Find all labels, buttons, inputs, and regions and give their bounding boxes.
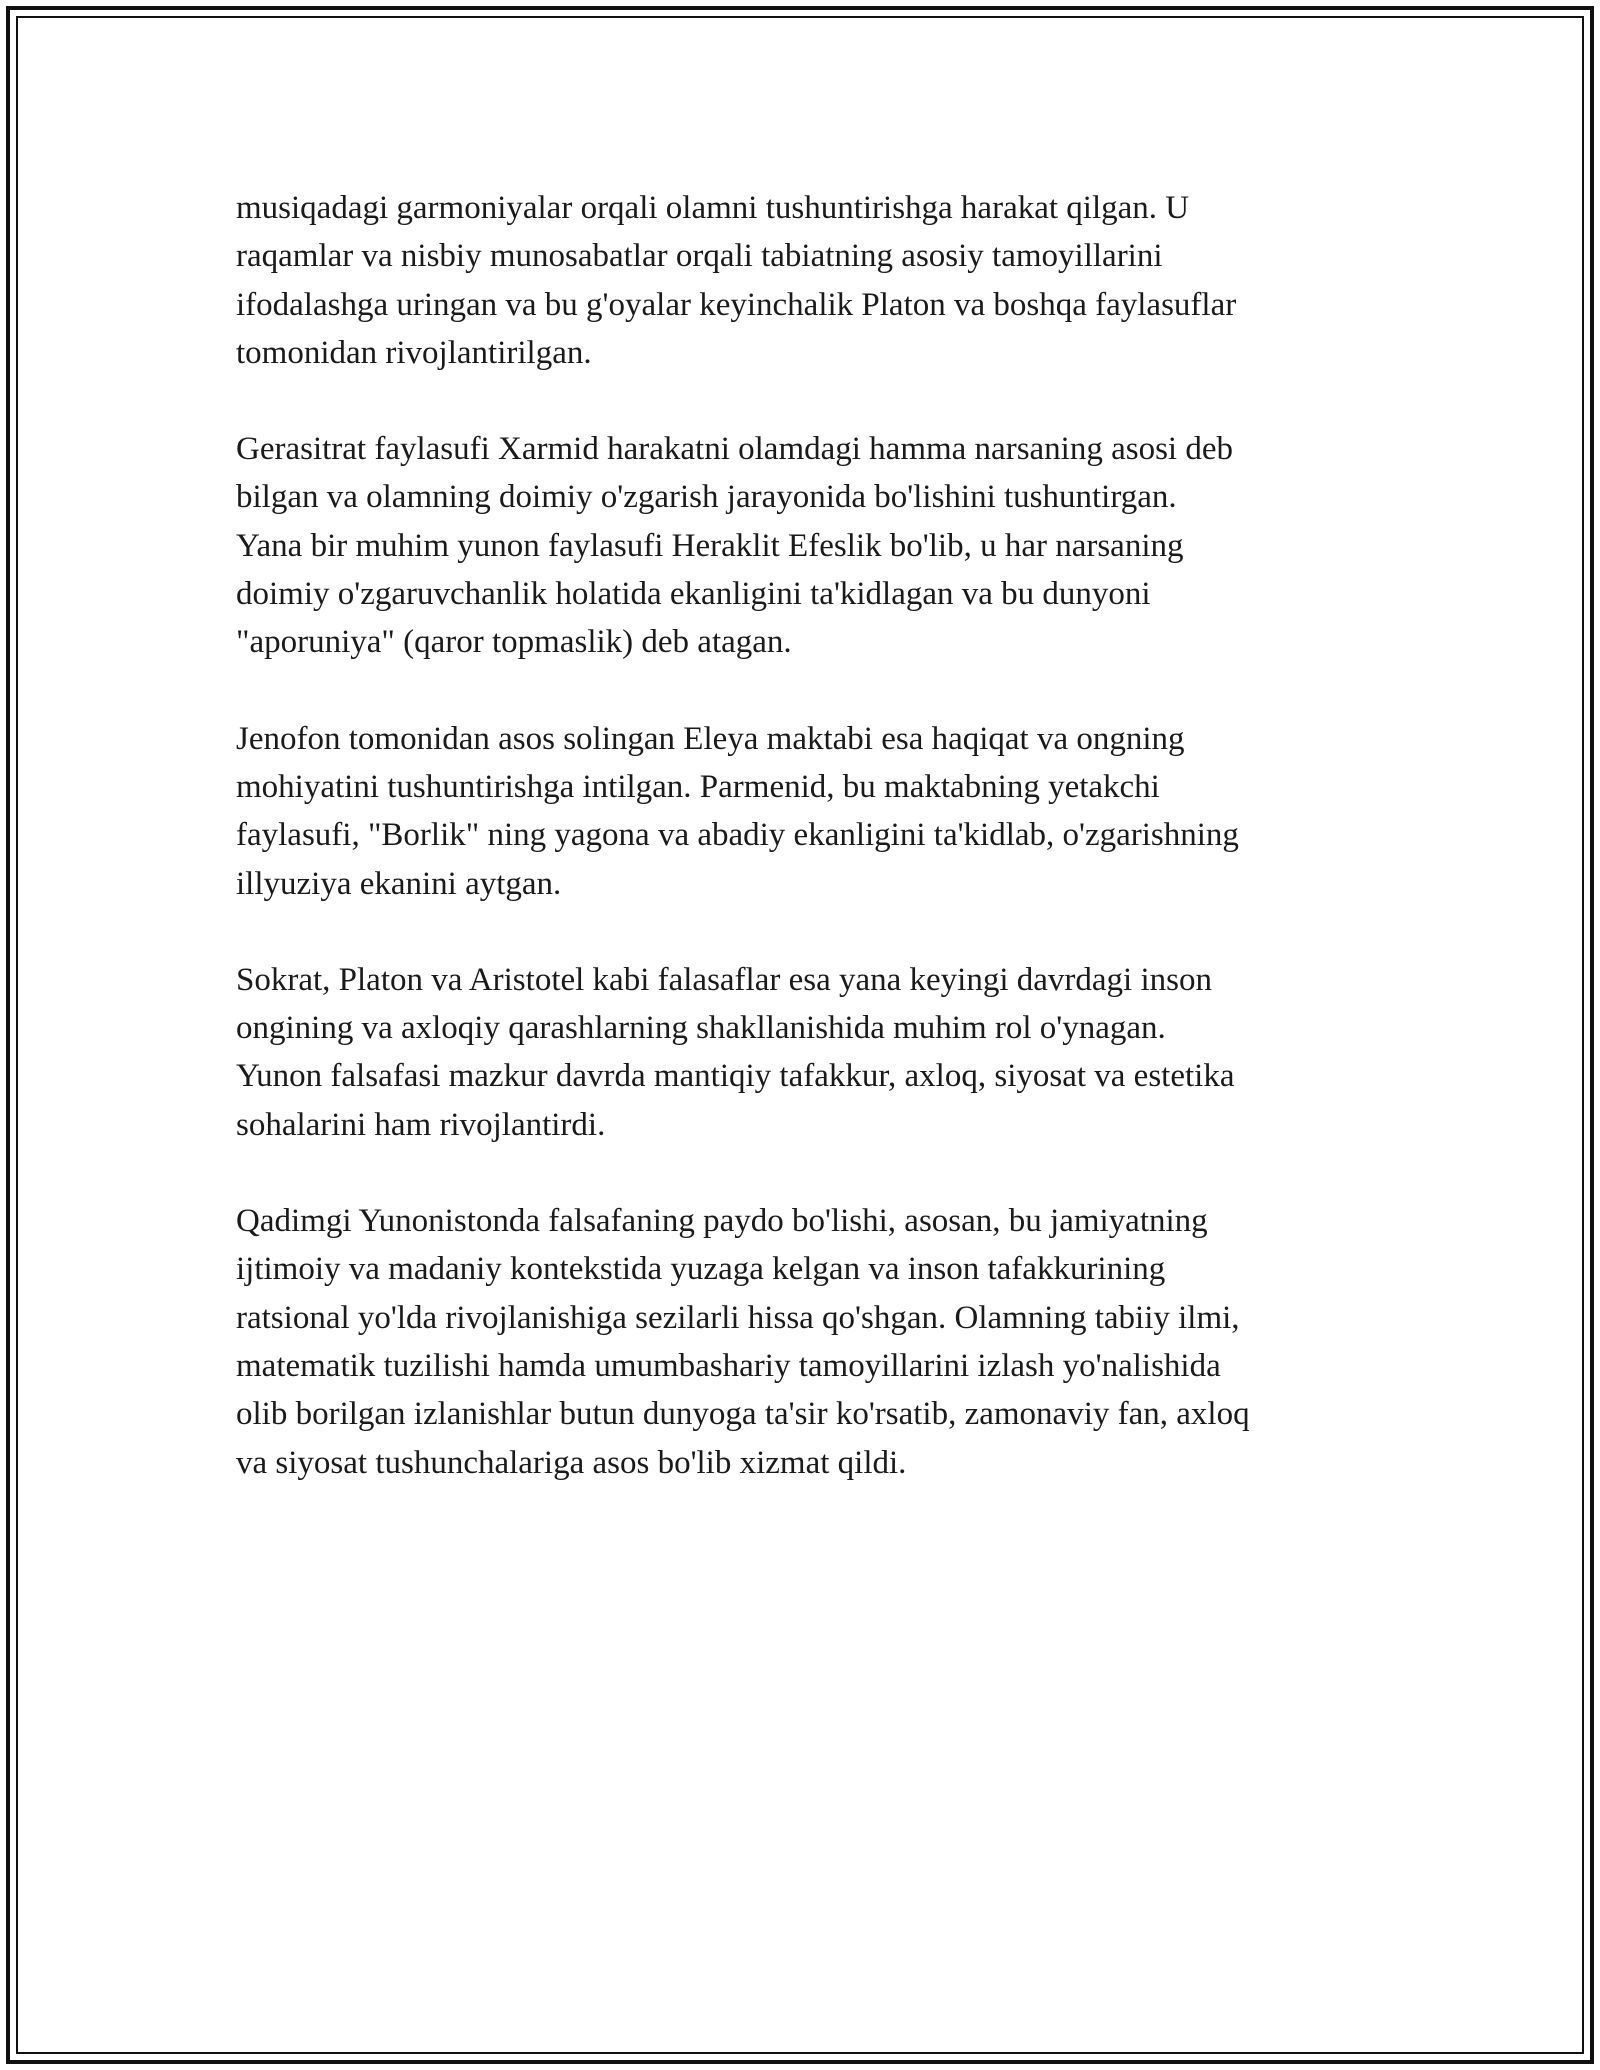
paragraph-1: musiqadagi garmoniyalar orqali olamni tushuntirishga harakat qilgan. U raqamlar va nisbiy munosabatlar orqali tabiatning asosiy tamoyillarini ifodalashga uringan va bu g'oyalar keyinchalik Platon va boshqa faylasuflar tomonidan rivojlantirilgan. [236, 190, 1237, 371]
paragraph-5: Qadimgi Yunonistonda falsafaning paydo bo'lishi, asosan, bu jamiyatning ijtimoiy va madaniy kontekstida yuzaga kelgan va inson tafakkurining ratsional yo'lda rivojlanishiga sezilarli hissa qo'shgan. Olamning tabiiy ilmi, matematik tuzilishi hamda umumbashariy tamoyillarini izlash yo'nalishida olib borilgan izlanishlar butun dunyoga ta'sir ko'rsatib, zamonaviy fan, axloq va siyosat tushunchalariga asos bo'lib xizmat qildi. [236, 1203, 1250, 1481]
document-body [236, 184, 1376, 1535]
paragraph-4: Sokrat, Platon va Aristotel kabi falasaflar esa yana keyingi davrdagi inson ongining va axloqiy qarashlarning shakllanishida muhim rol o'ynagan. Yunon falsafasi mazkur davrda mantiqiy tafakkur, axloq, siyosat va estetika sohalarini ham rivojlantirdi. [236, 961, 1235, 1143]
paragraph-3: Jenofon tomonidan asos solingan Eleya maktabi esa haqiqat va ongning mohiyatini tushuntirishga intilgan. Parmenid, bu maktabning yetakchi faylasufi, "Borlik" ning yagona va abadiy ekanligini ta'kidlab, o'zgarishning illyuziya ekanini aytgan. [236, 720, 1239, 902]
paragraph-2: Gerasitrat faylasufi Xarmid harakatni olamdagi hamma narsaning asosi deb bilgan va olamning doimiy o'zgarish jarayonida bo'lishini tushuntirgan. Yana bir muhim yunon faylasufi Heraklit Efeslik bo'lib, u har narsaning doimiy o'zgaruvchanlik holatida ekanligini ta'kidlagan va bu dunyoni "aporuniya" (qaror topmaslik) deb atagan. [236, 431, 1233, 661]
